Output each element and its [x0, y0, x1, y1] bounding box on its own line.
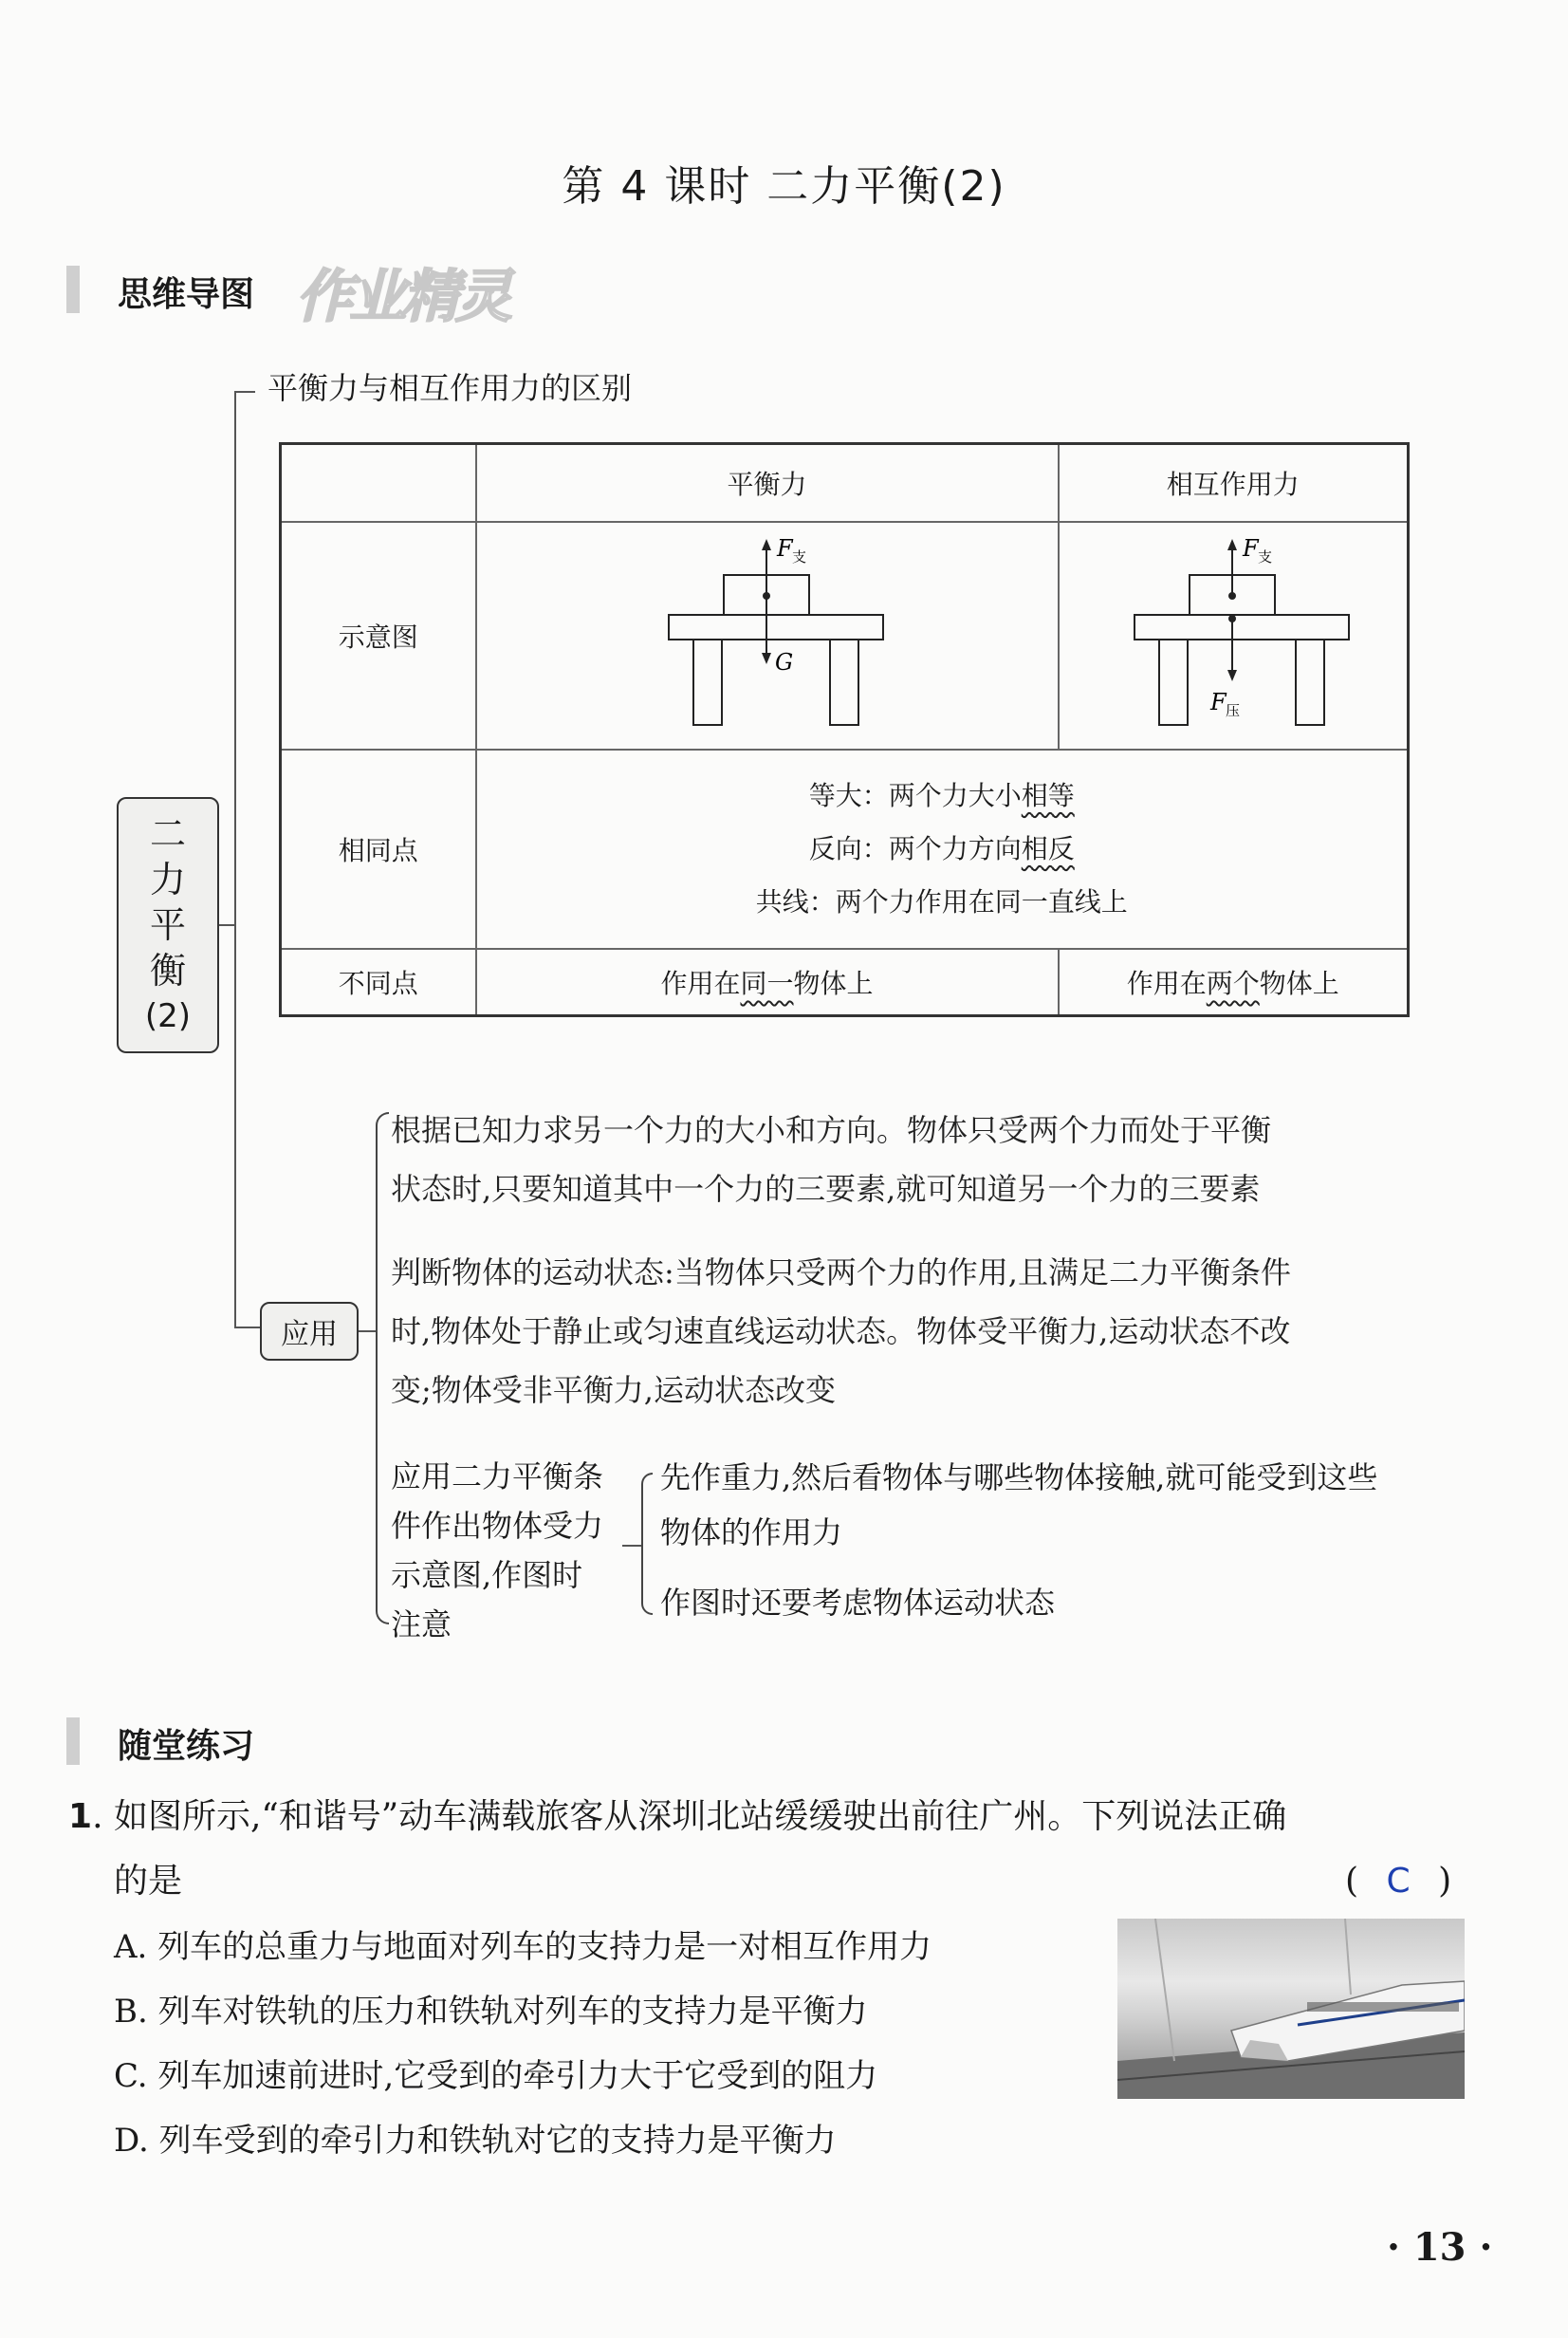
- table-top-shape: [1134, 615, 1349, 640]
- practice-section-title: 随堂练习: [118, 1727, 255, 1766]
- branch-diff-label: 平衡力与相互作用力的区别: [267, 370, 633, 406]
- option-d: D. 列车受到的牵引力和铁轨对它的支持力是平衡力: [114, 2122, 837, 2160]
- application-item-1: 根据已知力求另一个力的大小和方向。物体只受两个力而处于平衡 状态时,只要知道其中一个力的三要素,就可知道另一个力的三要素: [391, 1112, 1272, 1207]
- force-subscript: 支: [791, 547, 806, 566]
- application-item-2: 判断物体的运动状态:当物体只受两个力的作用,且满足二力平衡条件 时,物体处于静止或匀速直线运动状态。物体受平衡力,运动状态不改 变;物体受非平衡力,运动状态改变: [391, 1254, 1291, 1408]
- arrow-head: [762, 539, 771, 550]
- center-node-char: 力: [149, 859, 186, 900]
- mindmap-connector: [359, 1330, 376, 1332]
- diagram-balance-cell: [476, 522, 1059, 750]
- mindmap-connector: [234, 391, 255, 393]
- mindmap-connector: [219, 924, 234, 926]
- force-label: G: [774, 648, 793, 676]
- option-b: B. 列车对铁轨的压力和铁轨对列车的支持力是平衡力: [114, 1993, 868, 2031]
- drawing-point-2: 作图时还要考虑物体运动状态: [660, 1585, 1056, 1621]
- table-header-empty: [281, 444, 476, 522]
- table-header-balance: 平衡力: [476, 444, 1059, 522]
- question-1-stem: 1. 如图所示,“和谐号”动车满载旅客从深圳北站缓缓驶出前往广州。下列说法正确: [68, 1797, 1287, 1836]
- force-subscript: 支: [1257, 547, 1272, 566]
- section-bar: [66, 1717, 80, 1765]
- diagram-interaction-cell: [1059, 522, 1409, 750]
- balance-force-diagram: [644, 531, 891, 740]
- center-node-char: 平: [149, 904, 186, 946]
- force-label: F: [776, 534, 793, 562]
- mindmap-connector: [622, 1545, 641, 1547]
- drawing-brace: [641, 1473, 653, 1615]
- diff-interaction-cell: 作用在两个物体上: [1059, 949, 1409, 1016]
- train-photo: [1117, 1919, 1465, 2099]
- diff-balance-cell: 作用在同一物体上: [476, 949, 1059, 1016]
- row-label-same: 相同点: [281, 750, 476, 949]
- center-node-char: 二: [149, 813, 186, 855]
- question-1-stem-line2: 的是: [114, 1862, 183, 1901]
- table-leg-shape: [693, 640, 722, 725]
- page-number: · 13 ·: [1387, 2225, 1493, 2270]
- row-label-diagram: 示意图: [281, 522, 476, 750]
- table-leg-shape: [1296, 640, 1324, 725]
- section-bar: [66, 266, 80, 313]
- drawing-point-1: 先作重力,然后看物体与哪些物体接触,就可能受到这些 物体的作用力: [660, 1459, 1378, 1550]
- mindmap-section-title: 思维导图: [118, 275, 255, 314]
- same-point-item: 等大：两个力大小相等: [808, 779, 1075, 811]
- same-points-cell: [476, 750, 1409, 949]
- center-node-char: 衡: [149, 950, 186, 992]
- mindmap-connector: [234, 1327, 260, 1328]
- application-node: 应用: [260, 1302, 359, 1361]
- mindmap-trunk-line: [234, 391, 236, 1328]
- application-brace: [376, 1112, 389, 1624]
- table-header-interaction: 相互作用力: [1059, 444, 1409, 522]
- row-label-diff: 不同点: [281, 949, 476, 1016]
- page-title: 第 4 课时 二力平衡(2): [562, 162, 1006, 211]
- arrow-head: [762, 653, 771, 664]
- arrow-head: [1227, 539, 1237, 550]
- comparison-table: [279, 442, 1410, 1017]
- drawing-node: 应用二力平衡条 件作出物体受力 示意图,作图时 注意: [391, 1458, 604, 1642]
- train-illustration: [1117, 1919, 1465, 2099]
- same-point-item: 共线：两个力作用在同一直线上: [755, 885, 1128, 918]
- answer-bracket: ( C ): [1345, 1862, 1452, 1901]
- force-subscript: 压: [1225, 701, 1240, 719]
- answer-value: C: [1386, 1862, 1411, 1901]
- center-node: [117, 797, 219, 1053]
- table-top-shape: [669, 615, 883, 640]
- force-label: F: [1209, 688, 1227, 715]
- interaction-force-diagram: [1110, 531, 1356, 740]
- option-a: A. 列车的总重力与地面对列车的支持力是一对相互作用力: [114, 1928, 932, 1966]
- table-leg-shape: [830, 640, 858, 725]
- arrow-head: [1227, 670, 1237, 681]
- center-node-char: (2): [144, 997, 192, 1035]
- force-label: F: [1242, 534, 1259, 562]
- option-c: C. 列车加速前进时,它受到的牵引力大于它受到的阻力: [114, 2057, 878, 2095]
- watermark-logo: 作业精灵: [296, 264, 508, 330]
- table-leg-shape: [1159, 640, 1188, 725]
- same-point-item: 反向：两个力方向相反: [808, 832, 1075, 864]
